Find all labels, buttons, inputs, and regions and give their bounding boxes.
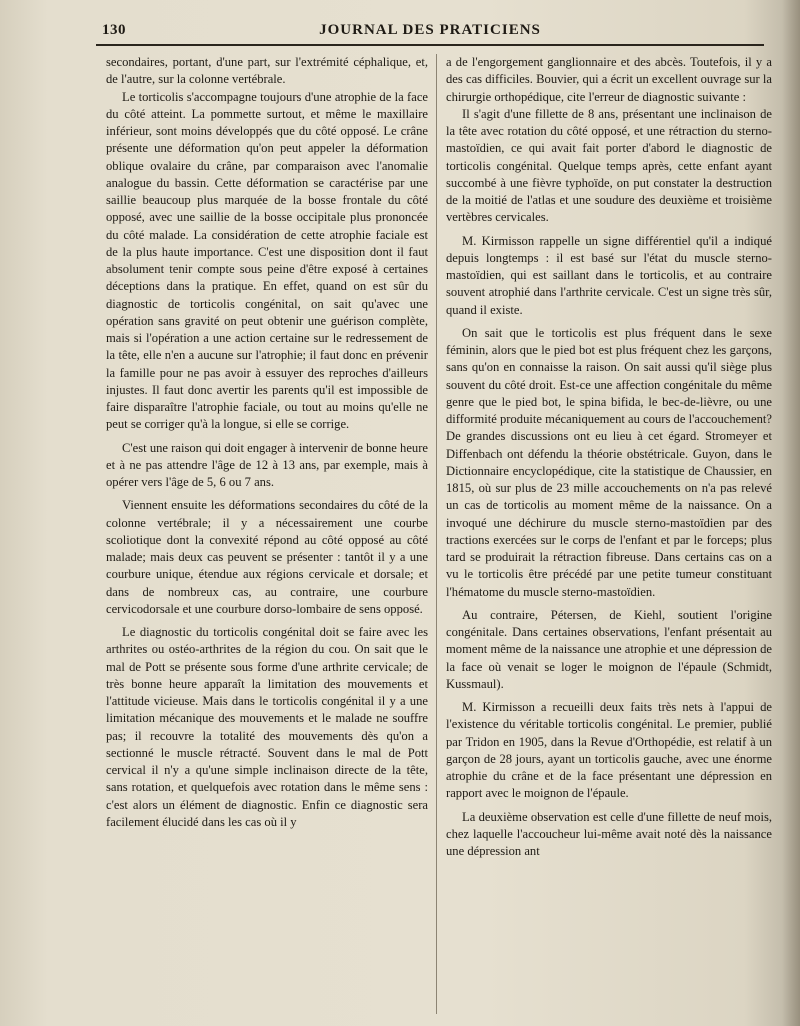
paragraph: Il s'agit d'une fillette de 8 ans, présentant une inclinaison de la tête avec rotation du côté opposé, et une rétraction du sterno-mastoïdien, ce qui avait fait porter d'abord le diagnostic de torticolis congénital. Quelque temps après, cette enfant ayant succombé à une fièvre typhoïde, on put constater la destruction de la moitié de l'atlas et une soudure des deuxième et troisième vertèbres cervicales. bbox=[446, 106, 772, 225]
header-rule bbox=[96, 44, 764, 46]
left-column bbox=[106, 54, 428, 831]
running-title: JOURNAL DES PRATICIENS bbox=[319, 22, 541, 38]
paragraph: Le torticolis s'accompagne toujours d'une atrophie de la face du côté atteint. La pommette surtout, et même le maxillaire inférieur, sont moins développés que du côté opposé. Le crâne présente une déformation qu'on peut appeler la déformation oblique ovalaire du crâne, par comparaison avec l'anomalie analogue du bassin. Cette déformation se caractérise par une saillie beaucoup plus marquée de la bosse frontale du côté opposé, avec une saillie de la bosse occipitale plus prononcée du côté malade. La considération de cette atrophie faciale est de la plus haute importance. C'est une disposition dont il faut absolument tenir compte sous peine d'être exposé à certaines déceptions dans la pratique. En effet, quand on est sûr du diagnostic de torticolis congénital, on sait qu'avec une opération sans gravité on peut obtenir une guérison complète, mais si l'opération a une action certaine sur le redressement de la tête, elle n'en a aucune sur l'atrophie; il faut donc en prévenir la famille pour ne pas avoir à essuyer des reproches d'ailleurs injustes. Il faut donc avertir les parents qu'il est impossible de faire disparaître l'atrophie faciale, ou tout au moins qu'elle ne peut se corriger qu'à la longue, si elle se corrige. bbox=[106, 89, 428, 432]
paragraph: On sait que le torticolis est plus fréquent dans le sexe féminin, alors que le pied bot est plus fréquent chez les garçons, sans qu'on en connaisse la raison. On sait aussi qu'il siège plus souvent du côté droit. Est-ce une affection congénitale du même genre que le pied bot, le spina bifida, le bec-de-lièvre, ou une difformité produite mécaniquement au cours de l'accouchement? De grandes discussions ont eu lieu à cet égard. Stromeyer et Diffenbach ont défendu la théorie obstétricale. Guyon, dans le Dictionnaire encyclopédique, cite la statistique de Chaussier, en 1815, où sur plus de 23 mille accouchements on n'a pas relevé un cas de torticolis au moment même de la naissance. On a invoqué une déchirure du muscle sterno-mastoïdien par des tractions exercées sur le corps de l'enfant et par le forceps; plus tard se produirait la rétraction fibreuse. Dans certains cas on a vu le torticolis être précédé par une petite tumeur constituant l'hématome du muscle sterno-mastoïdien. bbox=[446, 325, 772, 599]
right-column bbox=[446, 54, 772, 860]
page-number: 130 bbox=[102, 22, 126, 38]
column-divider bbox=[436, 54, 437, 1014]
page-header bbox=[96, 22, 764, 46]
paragraph: M. Kirmisson rappelle un signe différentiel qu'il a indiqué depuis longtemps : il est basé sur l'état du muscle sterno-mastoïdien, qui est saillant dans le torticolis, et au contraire souvent atrophié dans l'arthrite cervicale. C'est un signe très sûr, quand il existe. bbox=[446, 233, 772, 317]
paragraph: a de l'engorgement ganglionnaire et des abcès. Toutefois, il y a des cas difficiles. Bouvier, qui a écrit un excellent ouvrage sur la chirurgie orthopédique, cite l'erreur de diagnostic suivante : bbox=[446, 55, 772, 104]
paragraph: secondaires, portant, d'une part, sur l'extrémité céphalique, et, de l'autre, sur la colonne vertébrale. bbox=[106, 55, 428, 87]
paragraph: C'est une raison qui doit engager à intervenir de bonne heure et à ne pas attendre l'âge de 12 à 13 ans, par exemple, mais à opérer vers l'âge de 5, 6 ou 7 ans. bbox=[106, 440, 428, 489]
paragraph: M. Kirmisson a recueilli deux faits très nets à l'appui de l'existence du véritable torticolis congénital. Le premier, publié par Tridon en 1905, dans la Revue d'Orthopédie, est relatif à un garçon de 28 jours, ayant un torticolis gauche, avec une énorme atrophie du crâne et de la face présentant une dépression en rapport avec le moignon de l'épaule. bbox=[446, 700, 772, 801]
paragraph: La deuxième observation est celle d'une fillette de neuf mois, chez laquelle l'accoucheur lui-même avait noté dès la naissance une dépression ant bbox=[446, 809, 772, 858]
paragraph: Viennent ensuite les déformations secondaires du côté de la colonne vertébrale; il y a nécessairement une courbe scoliotique dont la convexité répond au côté opposé au côté malade; mais deux cas peuvent se présenter : tantôt il y a une courbure unique, étendue aux régions cervicale et dorsale; et dans de nombreux cas, au contraire, une courbure cervicodorsale et une courbure dorso-lombaire de sens opposé. bbox=[106, 498, 428, 616]
paragraph: Au contraire, Pétersen, de Kiehl, soutient l'origine congénitale. Dans certaines observations, l'enfant présentait au moment même de la naissance une atrophie et une dépression de la face où venait se loger le moignon de l'épaule (Schmidt, Kussmaul). bbox=[446, 607, 772, 691]
paragraph: Le diagnostic du torticolis congénital doit se faire avec les arthrites ou ostéo-arthrites de la région du cou. On sait que le mal de Pott se présente sous forme d'une arthrite cervicale; de très bonne heure apparaît la limitation des mouvements et l'attitude vicieuse. Mais dans le torticolis congénital il y a une limitation mécanique des mouvements et le malade ne souffre pas; il recouvre la totalité des mouvements dès qu'on a sectionné le muscle rétracté. Souvent dans le mal de Pott cervical il n'y a qu'une simple inclinaison directe de la tête, sans rotation, et quelquefois avec rotation dans le même sens : c'est alors un élément de diagnostic. Enfin ce diagnostic sera facilement élucidé dans les cas où il y bbox=[106, 625, 428, 829]
page-edge-shadow bbox=[782, 0, 800, 1026]
